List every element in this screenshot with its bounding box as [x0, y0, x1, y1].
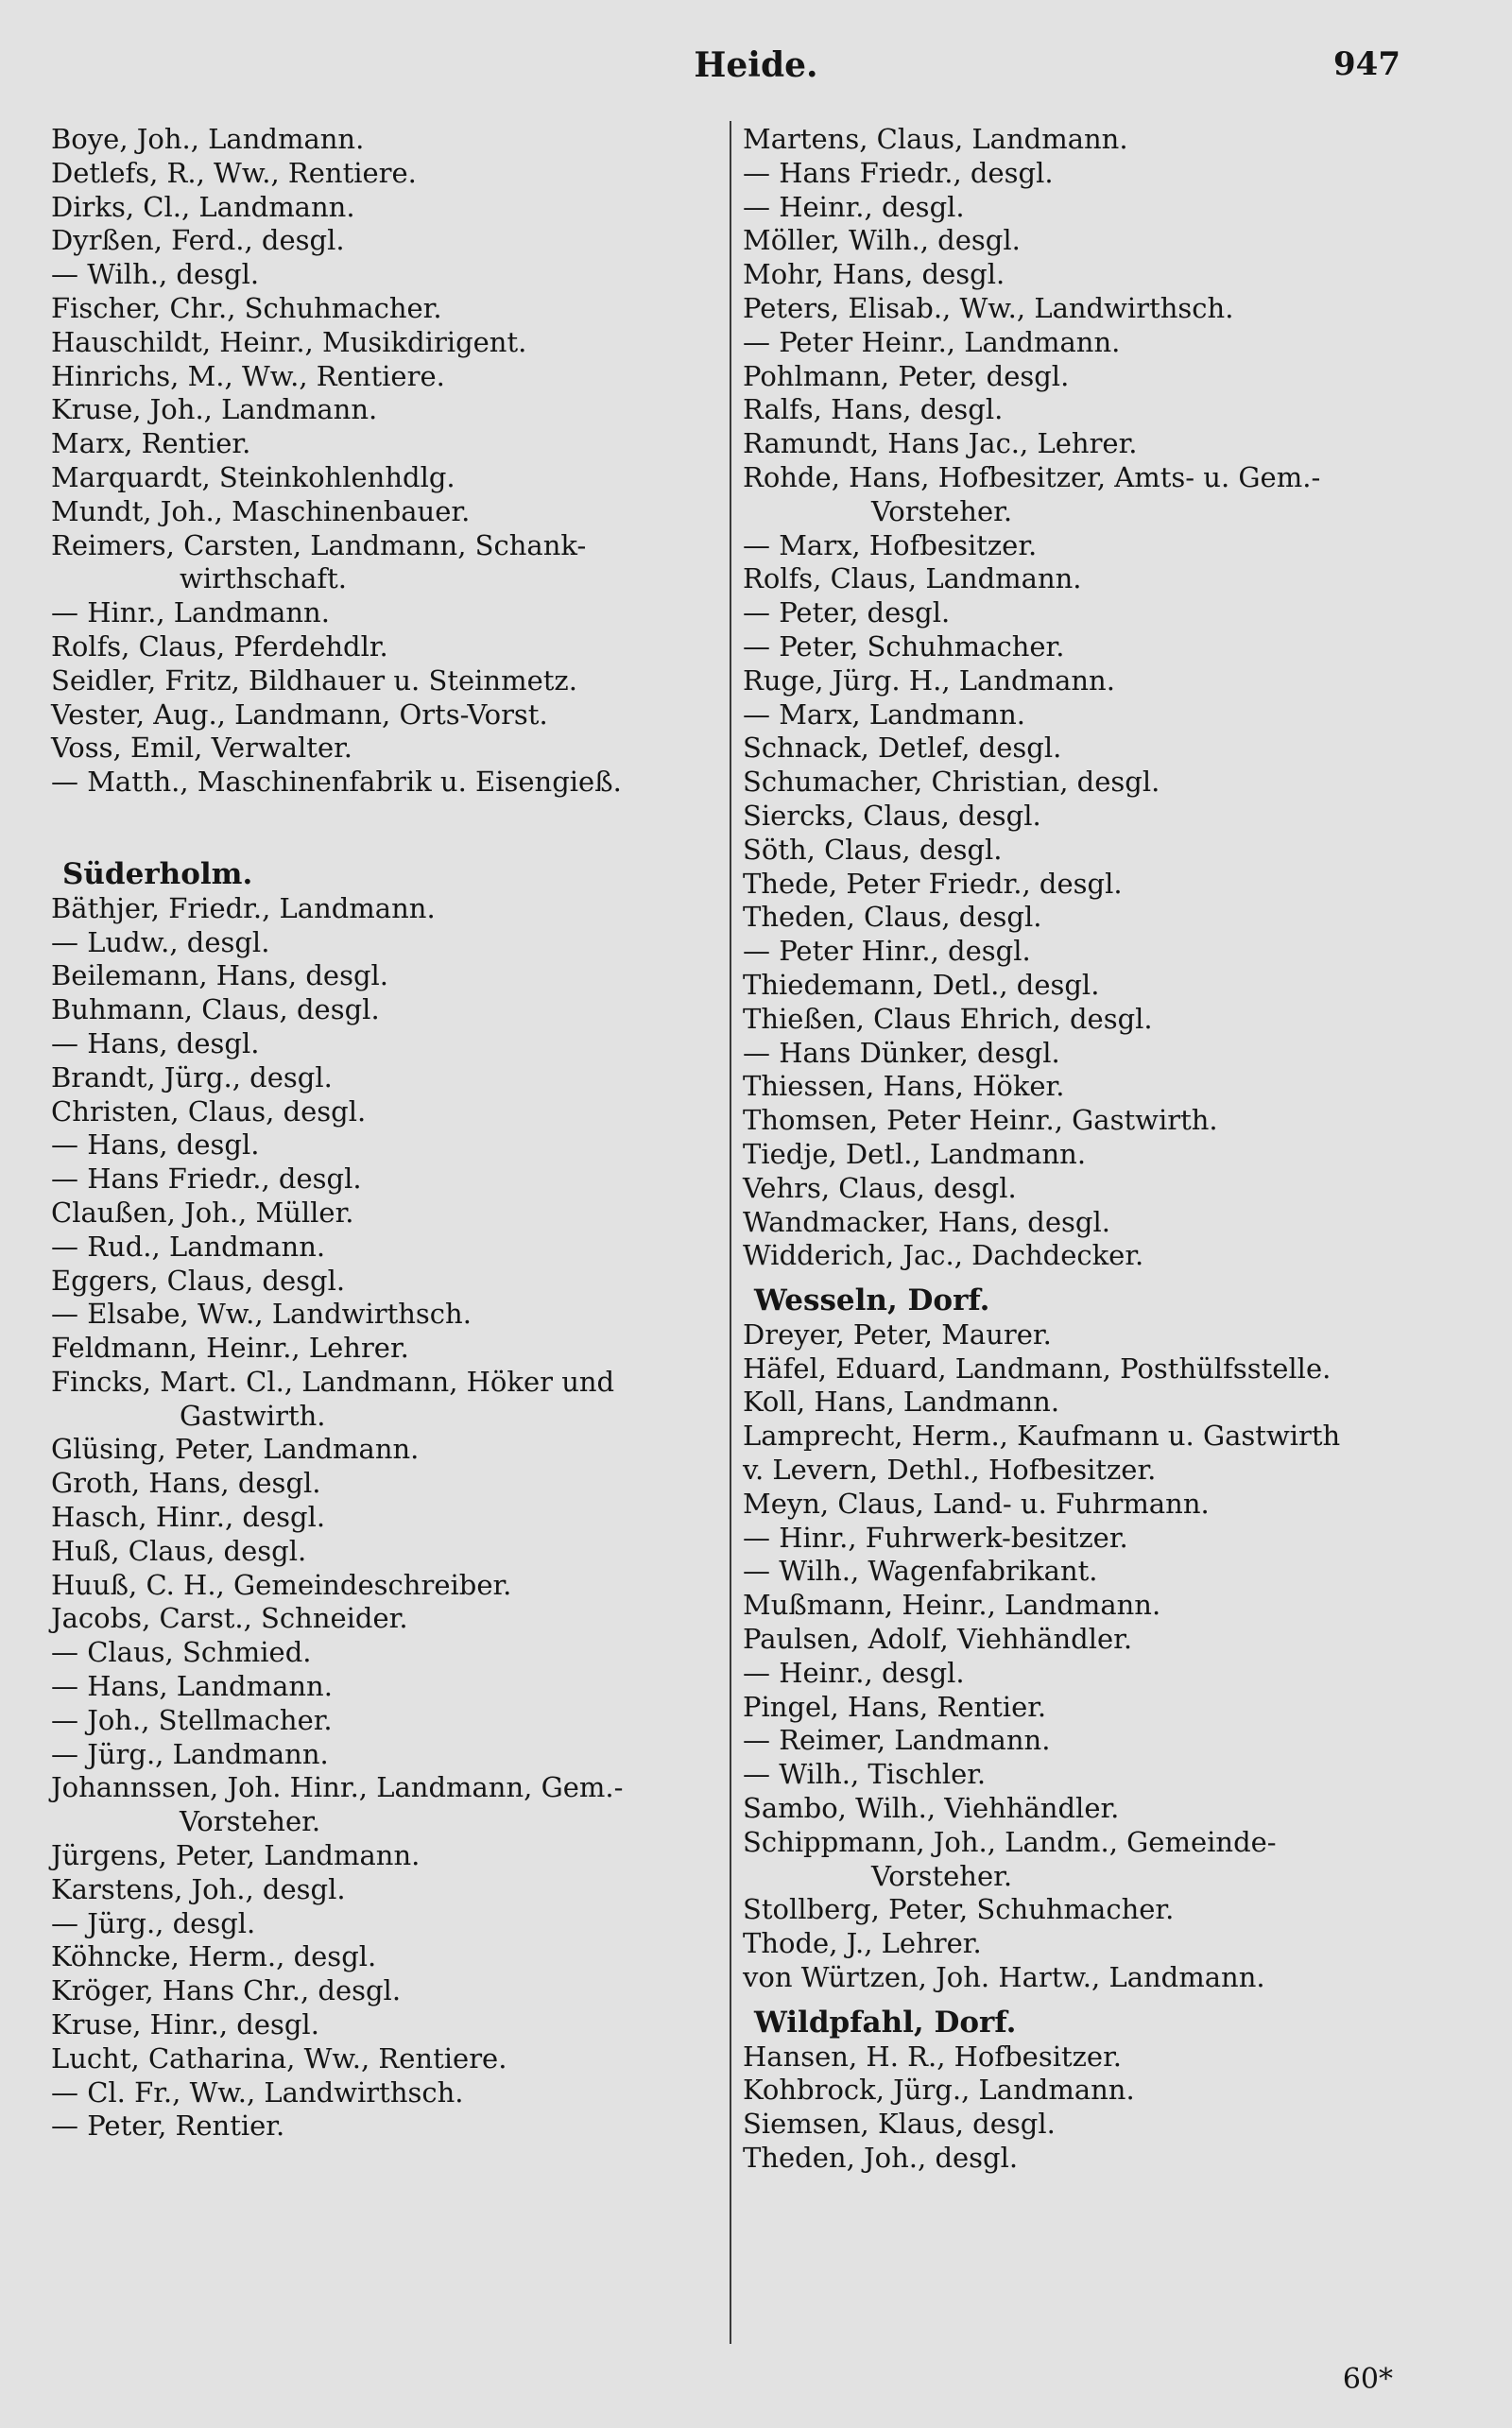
directory-entry: Tiedje, Detl., Landmann.: [743, 1137, 1087, 1170]
directory-entry: Kruse, Joh., Landmann.: [51, 393, 378, 426]
directory-entry: — Claus, Schmied.: [51, 1636, 312, 1669]
directory-entry: — Wilh., Wagenfabrikant.: [743, 1555, 1098, 1588]
directory-entry: Thiedemann, Detl., desgl.: [743, 968, 1100, 1001]
directory-entry: Pingel, Hans, Rentier.: [743, 1690, 1047, 1723]
directory-entry: Boye, Joh., Landmann.: [51, 123, 365, 155]
directory-entry: — Hans, Landmann.: [51, 1670, 333, 1703]
directory-entry: Hasch, Hinr., desgl.: [51, 1501, 326, 1534]
directory-entry: Huuß, C. H., Gemeindeschreiber.: [51, 1568, 512, 1601]
directory-entry: Rolfs, Claus, Landmann.: [743, 562, 1082, 595]
directory-entry: — Wilh., desgl.: [51, 258, 260, 291]
directory-entry: — Hinr., Landmann.: [51, 596, 330, 629]
entry-continuation: Vorsteher.: [871, 1859, 1013, 1892]
directory-entry: — Elsabe, Ww., Landwirthsch.: [51, 1298, 472, 1331]
directory-entry: Pohlmann, Peter, desgl.: [743, 359, 1070, 392]
directory-entry: Claußen, Joh., Müller.: [51, 1196, 354, 1229]
directory-entry: — Hans Friedr., desgl.: [51, 1162, 362, 1196]
directory-entry: — Reimer, Landmann.: [743, 1724, 1051, 1757]
directory-entry: Kohbrock, Jürg., Landmann.: [743, 2074, 1135, 2107]
directory-entry: Thode, J., Lehrer.: [743, 1927, 982, 1960]
directory-entry: Möller, Wilh., desgl.: [743, 224, 1021, 257]
directory-entry: — Rud., Landmann.: [51, 1230, 326, 1263]
column-divider: [730, 121, 731, 2344]
directory-entry: Brandt, Jürg., desgl.: [51, 1060, 333, 1093]
directory-entry: — Marx, Hofbesitzer.: [743, 528, 1038, 561]
directory-entry: Sambo, Wilh., Viehhändler.: [743, 1792, 1120, 1825]
directory-entry: Dreyer, Peter, Maurer.: [743, 1317, 1052, 1351]
directory-entry: — Hans, desgl.: [51, 1026, 260, 1059]
right-column: [743, 123, 1433, 2176]
directory-entry: Rolfs, Claus, Pferdehdlr.: [51, 629, 388, 663]
directory-entry: Karstens, Joh., desgl.: [51, 1872, 346, 1905]
directory-entry: — Matth., Maschinenfabrik u. Eisengieß.: [51, 766, 622, 799]
directory-entry: — Jürg., desgl.: [51, 1906, 256, 1939]
directory-entry: Jürgens, Peter, Landmann.: [51, 1839, 421, 1872]
directory-entry: Schnack, Detlef, desgl.: [743, 732, 1062, 765]
directory-entry: Jacobs, Carst., Schneider.: [51, 1602, 408, 1635]
directory-entry: Bäthjer, Friedr., Landmann.: [51, 891, 436, 924]
directory-entry: — Peter, Schuhmacher.: [743, 629, 1065, 663]
directory-entry: — Ludw., desgl.: [51, 925, 270, 958]
directory-entry: Thiessen, Hans, Höker.: [743, 1070, 1065, 1103]
directory-entry: Fischer, Chr., Schuhmacher.: [51, 291, 442, 324]
directory-entry: Häfel, Eduard, Landmann, Posthülfsstelle.: [743, 1352, 1332, 1385]
directory-entry: Eggers, Claus, desgl.: [51, 1264, 346, 1297]
directory-entry: Köhncke, Herm., desgl.: [51, 1940, 377, 1973]
directory-entry: Schumacher, Christian, desgl.: [743, 766, 1160, 799]
directory-entry: Wandmacker, Hans, desgl.: [743, 1205, 1110, 1238]
directory-entry: — Hans Friedr., desgl.: [743, 156, 1054, 189]
directory-entry: — Peter Hinr., desgl.: [743, 935, 1031, 968]
directory-entry: Peters, Elisab., Ww., Landwirthsch.: [743, 291, 1234, 324]
directory-entry: — Cl. Fr., Ww., Landwirthsch.: [51, 2075, 464, 2109]
directory-entry: Ramundt, Hans Jac., Lehrer.: [743, 427, 1138, 460]
directory-entry: Thießen, Claus Ehrich, desgl.: [743, 1002, 1153, 1035]
running-head: [0, 45, 1512, 102]
directory-entry: Fincks, Mart. Cl., Landmann, Höker und: [51, 1365, 615, 1398]
directory-entry: Voss, Emil, Verwalter.: [51, 732, 352, 765]
directory-entry: — Peter Heinr., Landmann.: [743, 325, 1121, 358]
entry-continuation: Vorsteher.: [871, 494, 1013, 527]
directory-entry: Ralfs, Hans, desgl.: [743, 393, 1004, 426]
directory-entry: Mohr, Hans, desgl.: [743, 258, 1005, 291]
directory-entry: Buhmann, Claus, desgl.: [51, 993, 380, 1026]
directory-entry: Feldmann, Heinr., Lehrer.: [51, 1332, 409, 1365]
directory-entry: Hinrichs, M., Ww., Rentiere.: [51, 359, 445, 392]
directory-entry: Reimers, Carsten, Landmann, Schank-: [51, 528, 587, 561]
directory-entry: — Peter, desgl.: [743, 596, 951, 629]
directory-entry: Theden, Claus, desgl.: [743, 901, 1042, 934]
directory-entry: Lucht, Catharina, Ww., Rentiere.: [51, 2041, 507, 2075]
directory-entry: Vehrs, Claus, desgl.: [743, 1171, 1017, 1204]
directory-entry: Christen, Claus, desgl.: [51, 1094, 367, 1128]
directory-entry: Huß, Claus, desgl.: [51, 1534, 307, 1567]
directory-entry: — Joh., Stellmacher.: [51, 1703, 333, 1736]
directory-entry: Beilemann, Hans, desgl.: [51, 959, 389, 992]
directory-entry: Meyn, Claus, Land- u. Fuhrmann.: [743, 1487, 1210, 1520]
page-title: Heide.: [694, 45, 818, 85]
directory-entry: Kruse, Hinr., desgl.: [51, 2008, 319, 2041]
directory-entry: — Marx, Landmann.: [743, 697, 1026, 731]
directory-entry: Ruge, Jürg. H., Landmann.: [743, 663, 1115, 697]
directory-entry: — Jürg., Landmann.: [51, 1737, 329, 1770]
directory-entry: Groth, Hans, desgl.: [51, 1467, 321, 1500]
directory-entry: Seidler, Fritz, Bildhauer u. Steinmetz.: [51, 663, 577, 697]
directory-entry: Vester, Aug., Landmann, Orts-Vorst.: [51, 697, 548, 731]
page-number: 947: [1333, 45, 1400, 83]
directory-entry: — Hinr., Fuhrwerk-besitzer.: [743, 1521, 1128, 1554]
directory-entry: Koll, Hans, Landmann.: [743, 1386, 1060, 1419]
directory-entry: Widderich, Jac., Dachdecker.: [743, 1239, 1144, 1272]
entry-continuation: Vorsteher.: [180, 1805, 321, 1838]
entry-continuation: Gastwirth.: [180, 1399, 326, 1432]
directory-entry: Thomsen, Peter Heinr., Gastwirth.: [743, 1104, 1218, 1137]
directory-entry: Siemsen, Klaus, desgl.: [743, 2108, 1056, 2141]
directory-entry: Marquardt, Steinkohlenhdlg.: [51, 460, 455, 493]
section-heading: Wesseln, Dorf.: [754, 1283, 990, 1318]
directory-entry: Glüsing, Peter, Landmann.: [51, 1433, 420, 1466]
directory-entry: Söth, Claus, desgl.: [743, 833, 1003, 866]
section-heading: Wildpfahl, Dorf.: [754, 2005, 1017, 2040]
sheet-signature: 60*: [1342, 2363, 1393, 2396]
directory-entry: Dirks, Cl., Landmann.: [51, 190, 355, 223]
directory-entry: Martens, Claus, Landmann.: [743, 123, 1128, 155]
directory-entry: Rohde, Hans, Hofbesitzer, Amts- u. Gem.-: [743, 460, 1321, 493]
directory-entry: Mußmann, Heinr., Landmann.: [743, 1589, 1161, 1622]
directory-entry: Detlefs, R., Ww., Rentiere.: [51, 156, 417, 189]
directory-entry: — Heinr., desgl.: [743, 190, 965, 223]
directory-entry: Mundt, Joh., Maschinenbauer.: [51, 494, 471, 527]
directory-entry: Marx, Rentier.: [51, 427, 251, 460]
directory-entry: Siercks, Claus, desgl.: [743, 799, 1041, 832]
directory-entry: von Würtzen, Joh. Hartw., Landmann.: [743, 1961, 1265, 1994]
directory-entry: Dyrßen, Ferd., desgl.: [51, 224, 345, 257]
directory-entry: Stollberg, Peter, Schuhmacher.: [743, 1893, 1175, 1926]
spacer: [51, 800, 722, 858]
directory-entry: Schippmann, Joh., Landm., Gemeinde-: [743, 1825, 1277, 1858]
directory-entry: Lamprecht, Herm., Kaufmann u. Gastwirth: [743, 1420, 1341, 1453]
directory-entry: Hauschildt, Heinr., Musikdirigent.: [51, 325, 527, 358]
directory-entry: — Hans Dünker, desgl.: [743, 1036, 1060, 1069]
directory-entry: — Heinr., desgl.: [743, 1656, 965, 1689]
directory-entry: Kröger, Hans Chr., desgl.: [51, 1974, 402, 2007]
section-heading: Süderholm.: [62, 856, 253, 891]
directory-entry: v. Levern, Dethl., Hofbesitzer.: [743, 1454, 1157, 1487]
directory-entry: — Peter, Rentier.: [51, 2109, 285, 2143]
directory-entry: Theden, Joh., desgl.: [743, 2142, 1019, 2175]
directory-entry: — Wilh., Tischler.: [743, 1758, 987, 1791]
entry-continuation: wirthschaft.: [180, 562, 347, 595]
left-column: [51, 123, 722, 2144]
directory-entry: — Hans, desgl.: [51, 1128, 260, 1162]
directory-entry: Paulsen, Adolf, Viehhändler.: [743, 1623, 1133, 1656]
directory-entry: Thede, Peter Friedr., desgl.: [743, 867, 1123, 900]
directory-entry: Johannssen, Joh. Hinr., Landmann, Gem.-: [51, 1771, 624, 1804]
directory-entry: Hansen, H. R., Hofbesitzer.: [743, 2040, 1122, 2073]
